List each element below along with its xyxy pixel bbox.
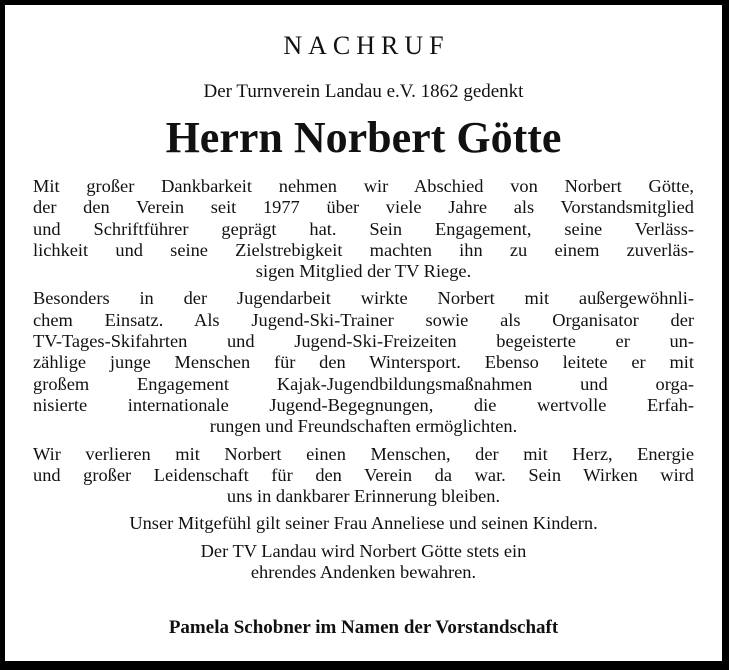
paragraph-gratitude — [33, 176, 694, 282]
obituary-body — [33, 176, 694, 589]
paragraph-loss — [33, 444, 694, 508]
text-line: uns in dankbarer Erinnerung bleiben. — [226, 486, 501, 507]
text-line: ehrendes Andenken bewahren. — [250, 562, 477, 583]
text-line: Besonders in der Jugendarbeit wirkte Norbert mit außergewöhnli- — [33, 288, 694, 309]
text-line: rungen und Freundschaften ermöglichten. — [209, 416, 518, 437]
text-line: und großer Leidenschaft für den Verein da war. Sein Wirken wird — [33, 464, 694, 485]
deceased-name-title: Herrn Norbert Götte — [165, 113, 562, 162]
text-line: lichkeit und seine Zielstrebigkeit machten ihn zu einem zuverläs- — [33, 239, 694, 260]
text-line: sigen Mitglied der TV Riege. — [255, 261, 472, 282]
text-line: der den Verein seit 1977 über viele Jahre als Vorstandsmitglied — [33, 197, 694, 218]
text-line: TV-Tages-Skifahrten und Jugend-Ski-Freizeiten begeisterte er un- — [33, 331, 694, 352]
text-line: Wir verlieren mit Norbert einen Menschen, der mit Herz, Energie — [33, 443, 694, 464]
text-line: Unser Mitgefühl gilt seiner Frau Anneliese und seinen Kindern. — [129, 513, 598, 534]
signature: Pamela Schobner im Namen der Vorstandschaft — [168, 617, 559, 638]
paragraph-youth-work — [33, 288, 694, 437]
intro-line: Der Turnverein Landau e.V. 1862 gedenkt — [203, 81, 524, 102]
text-line: Mit großer Dankbarkeit nehmen wir Abschied von Norbert Götte, — [33, 176, 694, 196]
text-line: chem Einsatz. Als Jugend-Ski-Trainer sowie als Organisator der — [33, 309, 694, 330]
text-line: Der TV Landau wird Norbert Götte stets ein — [200, 540, 527, 561]
paragraph-condolence — [33, 513, 694, 534]
obituary-notice — [5, 5, 722, 661]
text-line: zählige junge Menschen für den Wintersport. Ebenso leitete er mit — [33, 352, 694, 373]
text-line: und Schriftführer geprägt hat. Sein Engagement, seine Verläss- — [33, 218, 694, 239]
notice-header-label: NACHRUF — [283, 31, 450, 60]
text-line: großem Engagement Kajak-Jugendbildungsmaßnahmen und orga- — [33, 373, 694, 394]
paragraph-remembrance — [33, 541, 694, 584]
text-line: nisierte internationale Jugend-Begegnungen, die wertvolle Erfah- — [33, 394, 694, 415]
